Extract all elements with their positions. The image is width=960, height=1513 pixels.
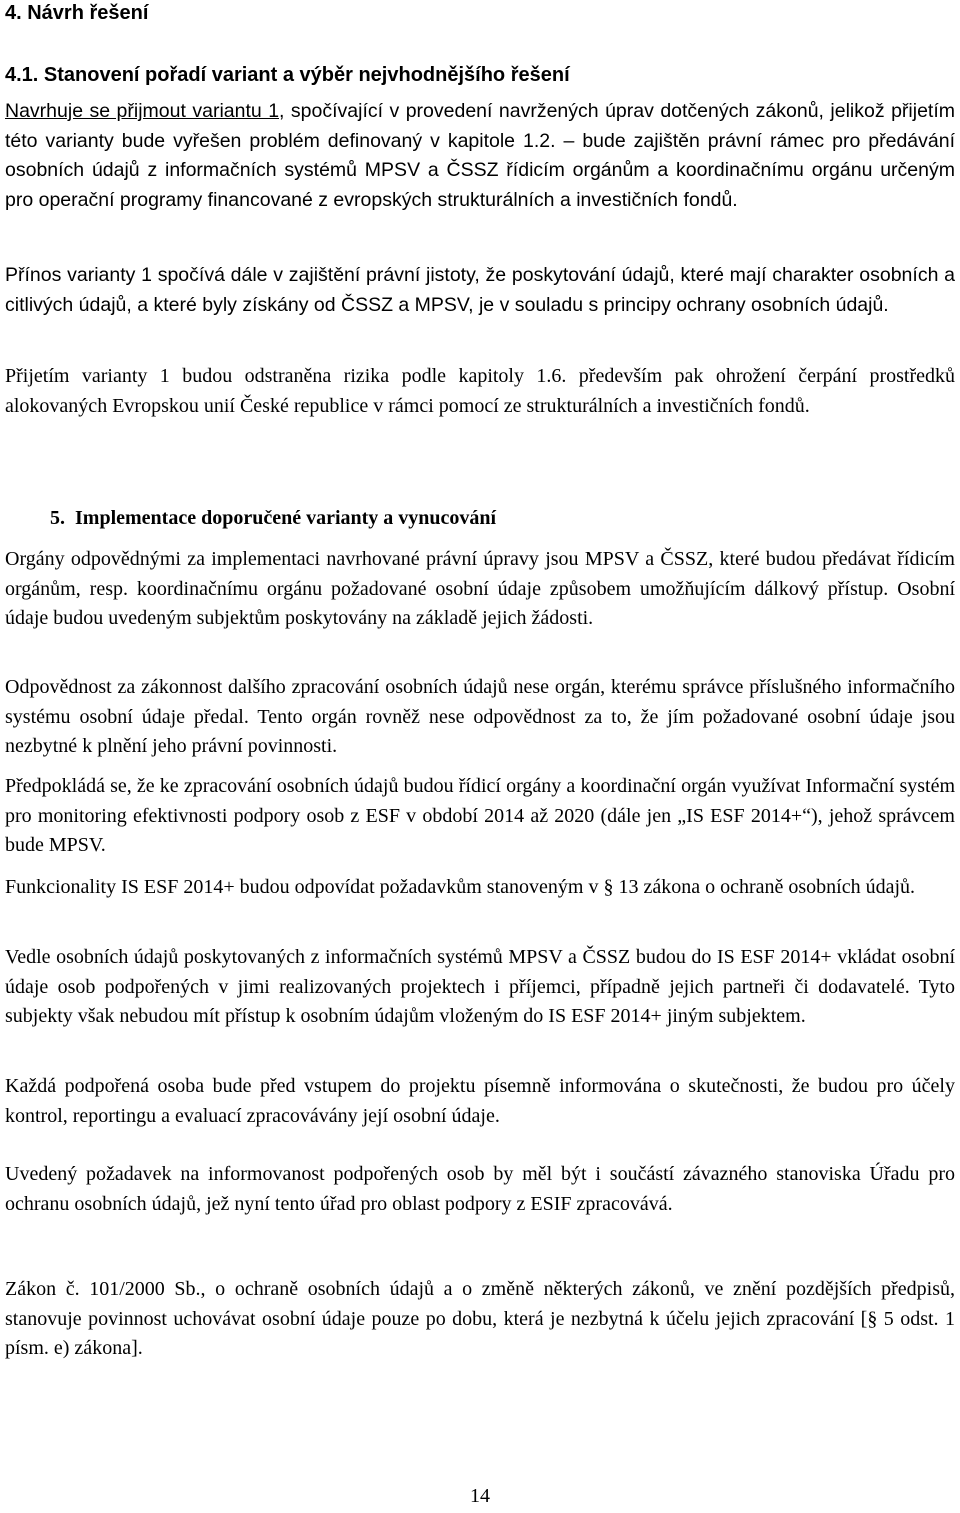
chapter-heading: 4. Návrh řešení [5,2,149,24]
paragraph-requirement: Uvedený požadavek na informovanost podpořených osob by měl být i součástí závazného stanoviska Úřadu pro ochranu osobních údajů, jež nyní tento úřad pro oblast podpory z ESIF zpracovává. [5,1163,955,1215]
paragraph-law-retention: Zákon č. 101/2000 Sb., o ochraně osobních údajů a o změně některých zákonů, ve znění pozdějších předpisů, stanovuje povinnost uchovávat osobní údaje pouze po dobu, která je nezbytná k účelu jejich zpracování [§ 5 odst. 1 písm. e) zákona]. [5,1278,955,1359]
paragraph-benefit: Přínos varianty 1 spočívá dále v zajištění právní jistoty, že poskytování údajů, které mají charakter osobních a citlivých údajů, a které byly získány od ČSSZ a MPSV, je v souladu s principy ochrany osobních údajů. [5,264,955,316]
section-heading: 4.1. Stanovení pořadí variant a výběr nejvhodnějšího řešení [5,64,570,86]
underlined-proposal: Navrhuje se přijmout variantu 1, [5,100,285,122]
proposal-rest: spočívající v provedení navržených úprav dotčených zákonů, jelikož přijetím této varianty bude vyřešen problém definovaný v kapitole 1.2. – bude zajištěn právní rámec pro předávání osobních údajů z informačních systémů MPSV a ČSSZ řídicím orgánům a koordinačnímu orgánu určeným pro operační programy financované z evropských strukturálních a investičních fondů. [5,100,955,211]
paragraph-risks: Přijetím varianty 1 budou odstraněna rizika podle kapitoly 1.6. především pak ohrožení čerpání prostředků alokovaných Evropskou unií České republice v rámci pomocí ze strukturálních a investičních fondů. [5,365,955,417]
paragraph-variant-proposal [5,97,955,215]
paragraph-responsibility: Odpovědnost za zákonnost dalšího zpracování osobních údajů nese orgán, kterému správce příslušného informačního systému osobní údaje předal. Tento orgán rovněž nese odpovědnost za to, že jím požadované osobní údaje jsou nezbytné k plnění jeho právní povinnosti. [5,676,955,757]
page-number: 14 [470,1485,490,1507]
paragraph-information-system: Předpokládá se, že ke zpracování osobních údajů budou řídicí orgány a koordinační orgán využívat Informační systém pro monitoring efektivnosti podpory osob z ESF v období 2014 až 2020 (dále jen „IS ESF 2014+“), jehož správcem bude MPSV. [5,775,955,856]
paragraph-informed-persons: Každá podpořená osoba bude před vstupem do projektu písemně informována o skutečnosti, že budou pro účely kontrol, reportingu a evaluací zpracovávány její osobní údaje. [5,1075,955,1127]
paragraph-data-entry: Vedle osobních údajů poskytovaných z informačních systémů MPSV a ČSSZ budou do IS ESF 2014+ vkládat osobní údaje osob podpořených v jimi realizovaných projektech i příjemci, případně jejich partneři či dodavatelé. Tyto subjekty však nebudou mít přístup k osobním údajům vloženým do IS ESF 2014+ jiným subjektem. [5,946,955,1027]
paragraph-functionality: Funkcionality IS ESF 2014+ budou odpovídat požadavkům stanoveným v § 13 zákona o ochraně osobních údajů. [5,876,916,898]
paragraph-implementation: Orgány odpovědnými za implementaci navrhované právní úpravy jsou MPSV a ČSSZ, které budou předávat řídicím orgánům, resp. koordinačnímu orgánu požadované osobní údaje způsobem umožňujícím dálkový přístup. Osobní údaje budou uvedeným subjektům poskytovány na základě jejich žádosti. [5,548,955,629]
section-5-number: 5. [50,507,65,529]
section-5-heading [50,505,950,531]
section-5-title: Implementace doporučené varianty a vynucování [75,507,497,529]
